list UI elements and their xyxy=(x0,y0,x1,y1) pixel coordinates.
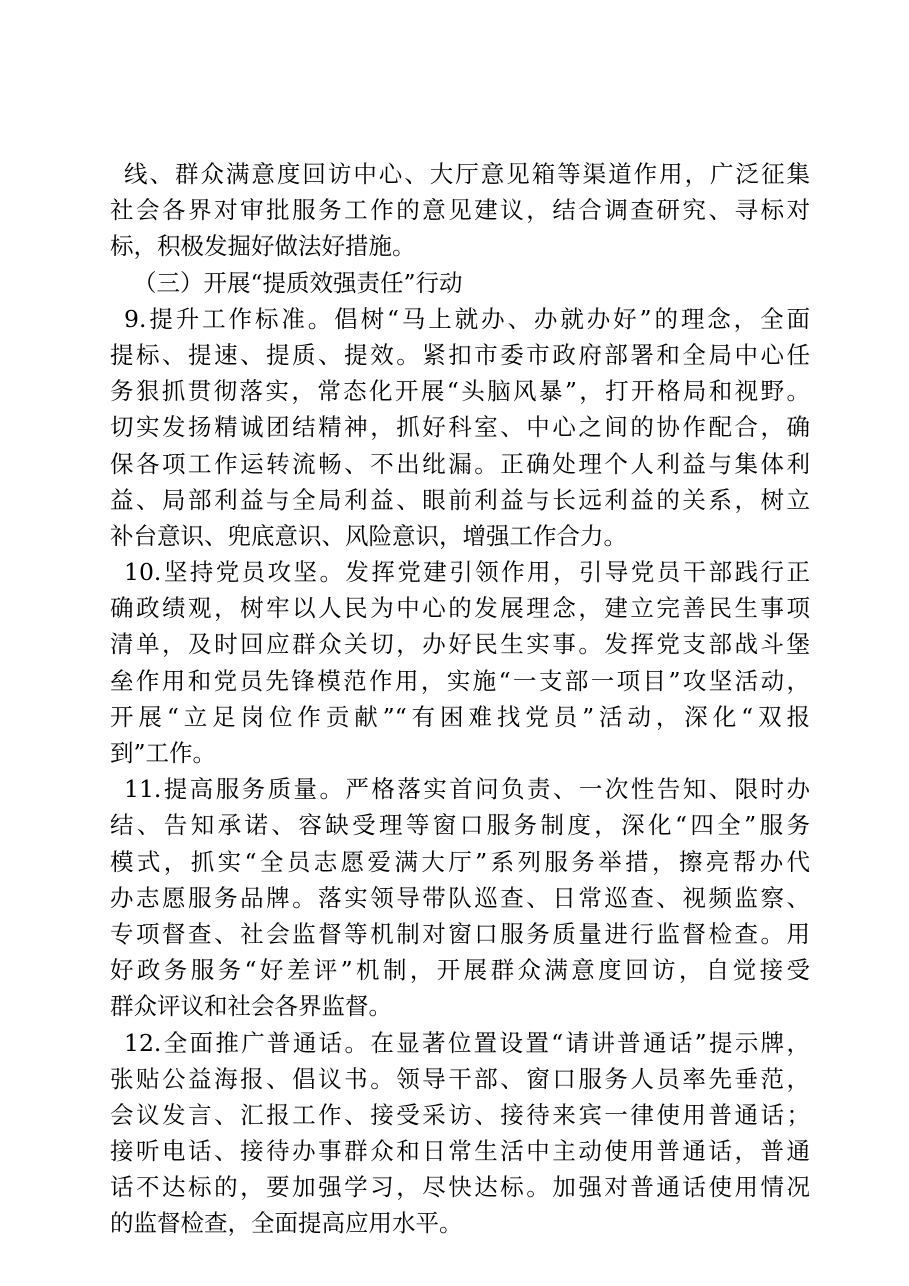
heading-text: （三）开展“提质效强责任”行动 xyxy=(133,268,463,297)
text-line: 办志愿服务品牌。落实领导带队巡查、日常巡查、视频监察、 xyxy=(110,883,810,912)
paragraph xyxy=(110,1025,810,1242)
text-line: 社会各界对审批服务工作的意见建议，结合调查研究、寻标对 xyxy=(110,196,810,225)
document-body xyxy=(110,156,810,1242)
text-line: 开展“立足岗位作贡献”“有困难找党员”活动，深化“双报 xyxy=(110,702,810,731)
text-line: 结、告知承诺、容缺受理等窗口服务制度，深化“四全”服务 xyxy=(110,811,810,840)
text-line: 张贴公益海报、倡议书。领导干部、窗口服务人员率先垂范， xyxy=(110,1064,810,1093)
text-line: 9.提升工作标准。倡树“马上就办、办就办好”的理念，全面 xyxy=(124,304,810,333)
text-line: 务狠抓贯彻落实，常态化开展“头脑风暴”，打开格局和视野。 xyxy=(110,377,810,406)
text-line: 切实发扬精诚团结精神，抓好科室、中心之间的协作配合，确 xyxy=(110,413,810,442)
text-line: 专项督查、社会监督等机制对窗口服务质量进行监督检查。用 xyxy=(110,919,810,948)
text-line: 清单，及时回应群众关切，办好民生实事。发挥党支部战斗堡 xyxy=(110,630,810,659)
paragraph xyxy=(110,301,810,554)
text-line: 话不达标的，要加强学习，尽快达标。加强对普通话使用情况 xyxy=(110,1173,810,1202)
text-line: 群众评议和社会各界监督。 xyxy=(110,992,392,1021)
text-line: 益、局部利益与全局利益、眼前利益与长远利益的关系，树立 xyxy=(110,485,810,514)
paragraph xyxy=(110,156,810,265)
text-line: 补台意识、兜底意识、风险意识，增强工作合力。 xyxy=(110,521,627,550)
text-line: 保各项工作运转流畅、不出纰漏。正确处理个人利益与集体利 xyxy=(110,449,810,478)
section-heading xyxy=(110,265,810,301)
text-line: 到”工作。 xyxy=(110,739,217,767)
text-line: 接听电话、接待办事群众和日常生活中主动使用普通话，普通 xyxy=(110,1137,810,1166)
text-line: 10.坚持党员攻坚。发挥党建引领作用，引导党员干部践行正 xyxy=(124,558,810,587)
text-line: 12.全面推广普通话。在显著位置设置“请讲普通话”提示牌， xyxy=(124,1028,810,1057)
text-line: 确政绩观，树牢以人民为中心的发展理念，建立完善民生事项 xyxy=(110,594,810,623)
paragraph xyxy=(110,771,810,1024)
text-line: 会议发言、汇报工作、接受采访、接待来宾一律使用普通话； xyxy=(110,1100,810,1129)
text-line: 的监督检查，全面提高应用水平。 xyxy=(110,1209,463,1238)
text-line: 垒作用和党员先锋模范作用，实施“一支部一项目”攻坚活动， xyxy=(110,666,810,695)
text-line: 11.提高服务质量。严格落实首问负责、一次性告知、限时办 xyxy=(124,775,810,804)
text-line: 线、群众满意度回访中心、大厅意见箱等渠道作用，广泛征集 xyxy=(124,160,810,188)
paragraph xyxy=(110,554,810,771)
text-line: 标，积极发掘好做法好措施。 xyxy=(110,232,416,261)
text-line: 模式，抓实“全员志愿爱满大厅”系列服务举措，擦亮帮办代 xyxy=(110,847,810,876)
text-line: 提标、提速、提质、提效。紧扣市委市政府部署和全局中心任 xyxy=(110,340,810,369)
text-line: 好政务服务“好差评”机制，开展群众满意度回访，自觉接受 xyxy=(110,956,810,985)
